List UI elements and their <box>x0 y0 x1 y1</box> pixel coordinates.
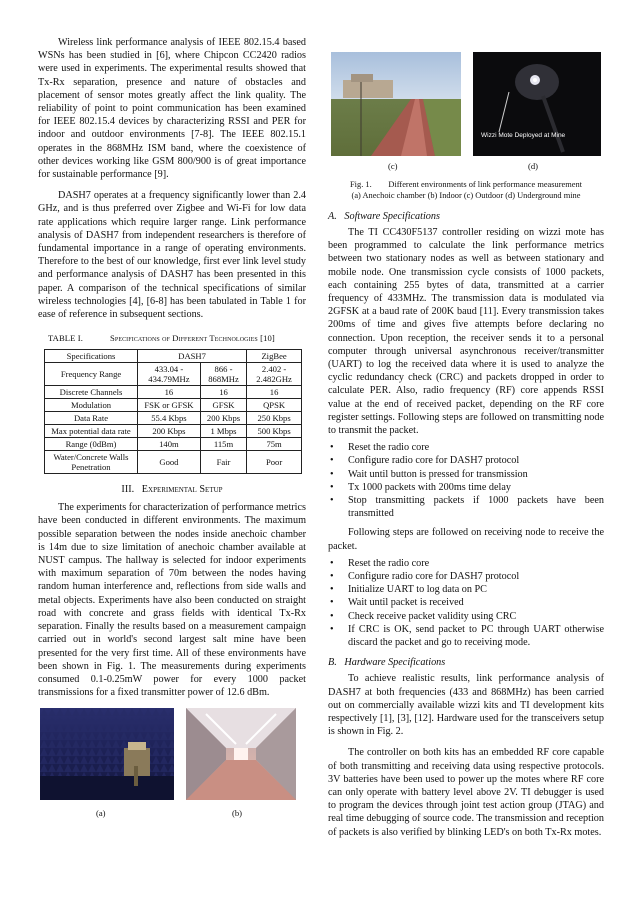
table-header-cell: DASH7 <box>138 350 247 363</box>
photo-underground-mine <box>473 52 601 156</box>
section-heading-experimental-setup: III. Experimental Setup <box>121 484 223 496</box>
list-item: • Configure radio core for DASH7 protocol <box>348 570 604 583</box>
figure-1-caption-line1: Fig. 1. Different environments of link performance measurement <box>350 180 582 189</box>
left-column <box>38 36 306 699</box>
paragraph-related-work: Wireless link performance analysis of IEEE 802.15.4 based WSNs has been studied in [6], where Chipcon CC2420 radios were used in experiments. The experimental results showed that Tx-Rx separation, presence and nature of obstacles and placement of sensor motes greatly affect the link quality. The reliability of point to point communication has been examined for IEEE 802.15.4 devices by characterizing RSSI and PER for indoor and outdoor environments [7-8]. The IEEE 802.15.1 operates in the 868MHz ISM band, where the coexistence of other devices working like GSM 800/900 is of great importance for sustainable performance [9]. <box>38 37 306 181</box>
table-row <box>45 363 302 386</box>
paragraph-controller-details: The controller on both kits has an embedded RF core capable of both transmitting and receiving data using respective protocols. 3V batteries have been used to power up the motes where RF core can only operate with battery level above 2V. TI debugger is used to program the devices through joint test action group (JTAG) and real time debugging of source code. The transmission and reception of packets is also verified by blinking LED's on both Tx-Rx motes. <box>328 747 604 838</box>
list-item: • Reset the radio core <box>348 441 604 454</box>
table-cell: 200 Kbps <box>200 412 246 425</box>
mine-illustration <box>473 52 601 156</box>
table-cell: Range (0dBm) <box>45 438 138 451</box>
figure-label-b: (b) <box>232 808 243 818</box>
table-cell: 433.04 - 434.79MHz <box>138 363 201 386</box>
hallway-illustration <box>186 708 296 800</box>
table-cell: Frequency Range <box>45 363 138 386</box>
subsection-heading-hardware: B. Hardware Specifications <box>328 657 446 669</box>
list-item: • Wait until packet is received <box>348 596 604 609</box>
figure-label-d: (d) <box>528 161 539 171</box>
table-cell: 1 Mbps <box>200 425 246 438</box>
outdoor-road-illustration <box>331 52 461 156</box>
specifications-table <box>44 349 302 474</box>
figure-1-caption <box>328 180 604 201</box>
list-item: • If CRC is OK, send packet to PC through UART otherwise discard the packet and go to receiving mode. <box>348 623 604 649</box>
table-row <box>45 438 302 451</box>
table-cell: 16 <box>200 386 246 399</box>
photo-anechoic-chamber <box>40 708 174 800</box>
table-cell: 500 Kbps <box>247 425 302 438</box>
list-item: • Check receive packet validity using CRC <box>348 610 604 623</box>
table-cell: 16 <box>138 386 201 399</box>
table-row <box>45 399 302 412</box>
table-cell: QPSK <box>247 399 302 412</box>
receive-steps-list <box>328 557 604 649</box>
table-cell: 866 - 868MHz <box>200 363 246 386</box>
right-column <box>328 178 604 839</box>
photo-indoor-hallway <box>186 708 296 800</box>
paragraph-receive-intro: Following steps are followed on receiving node to receive the packet. <box>328 527 604 552</box>
subsection-heading-software: A. Software Specifications <box>328 211 440 222</box>
anechoic-chamber-illustration <box>40 708 174 800</box>
table-row <box>45 386 302 399</box>
figure-label-a: (a) <box>96 808 106 818</box>
table-cell: GFSK <box>200 399 246 412</box>
table-cell: 250 Kbps <box>247 412 302 425</box>
list-item: • Wait until button is pressed for transmission <box>348 468 604 481</box>
list-item: • Reset the radio core <box>348 557 604 570</box>
table-cell: Good <box>138 451 201 474</box>
table-cell: 55.4 Kbps <box>138 412 201 425</box>
figure-label-c: (c) <box>388 161 398 171</box>
table-row <box>45 425 302 438</box>
paragraph-hardware-specifications: To achieve realistic results, link performance analysis of DASH7 at both frequencies (433 and 868MHz) has been carried out on commercially available wizzi kits and TI development kits respectively [1], [3], [12]. Hardware used for the transceivers setup is shown in Fig. 2. <box>328 673 604 738</box>
table-header-row <box>45 350 302 363</box>
table-header-cell: Specifications <box>45 350 138 363</box>
list-item: • Configure radio core for DASH7 protocol <box>348 454 604 467</box>
table-cell: Modulation <box>45 399 138 412</box>
table-cell: Discrete Channels <box>45 386 138 399</box>
figure-1-caption-line2: (a) Anechoic chamber (b) Indoor (c) Outdoor (d) Underground mine <box>351 190 581 200</box>
transmit-steps-list <box>328 441 604 520</box>
list-item: • Stop transmitting packets if 1000 packets have been transmitted <box>348 494 604 520</box>
table-cell: Poor <box>247 451 302 474</box>
table-header-cell: ZigBee <box>247 350 302 363</box>
list-item: • Tx 1000 packets with 200ms time delay <box>348 481 604 494</box>
list-item: • Initialize UART to log data on PC <box>348 583 604 596</box>
paragraph-dash7-intro: DASH7 operates at a frequency significantly lower than 2.4 GHz, and is thus preferred over Zigbee and Wi-Fi for low data rate applications which require larger range. Link performance analysis of DASH7 from independent researchers is therefore of fundamental importance in a range of operating environments. Therefore to the best of our knowledge, first ever link level study and performance analysis of DASH7 has been presented in this paper. A comparison of the technical specifications of similar wireless technologies [4], [6-8] has been tabulated in Table 1 for ease of reference in subsequent sections. <box>38 190 306 321</box>
mine-photo-annotation: Wizzi Mote Deployed at Mine <box>481 132 566 139</box>
photo-outdoor-road <box>331 52 461 156</box>
table-cell: Max potential data rate <box>45 425 138 438</box>
table-cell: 200 Kbps <box>138 425 201 438</box>
table-cell: 2.402 - 2.482GHz <box>247 363 302 386</box>
table-cell: Water/Concrete Walls Penetration <box>45 451 138 474</box>
table-row <box>45 412 302 425</box>
table-cell: Data Rate <box>45 412 138 425</box>
table-cell: Fair <box>200 451 246 474</box>
table-cell: 140m <box>138 438 201 451</box>
table-cell: 16 <box>247 386 302 399</box>
table-number: TABLE I. <box>48 333 83 344</box>
table-caption <box>48 333 306 343</box>
table-cell: 75m <box>247 438 302 451</box>
table-row <box>45 451 302 474</box>
paragraph-software-specifications: The TI CC430F5137 controller residing on wizzi mote has been programmed to calculate the link performance metrics between two stationary nodes as well as between stationary and mobile node. One transmission cycle consists of 1000 packets, each containing 255 bytes of data, transmitted at a carrier frequency of 433MHz. The transmission data is modulated via 2GFSK at a baud rate of 200K baud [11]. Every transmission takes 200ms of time and gives five attempts before declaring no connection. Upon reception, the receiver sends it to a personal computer through universal asynchronous receiver/transmitter (UART) to log the received data where it is used to analyze the cyclic redundancy check (CRC) and packets dropped in order to calculate PER. Also, radio frequency (RF) core appends RSSI value at the end of received packet, depending on the RF core register settings. Following steps are followed on transmitting node to transmit the packet. <box>328 227 604 437</box>
table-cell: 115m <box>200 438 246 451</box>
paragraph-experimental-setup: The experiments for characterization of performance metrics have been conducted in different environments. The maximum possible separation between the nodes inside anechoic chamber is 14m due to size limitation of anechoic chamber available at NUST campus. The hallway is selected for indoor experiments with maximum separation of 70m between the nodes having random human interference and, reflections from side walls and metal objects. Experiments have also been conducted on straight road with concrete and grass fields with identical Tx-Rx separation. Finally the results based on a measurement campaign carried out in world's second largest salt mine have been presented for the very first time. All of these environments have been shown in Fig. 1. The measurements during experiments consumed 0.1-0.25mW power for every 1000 packet transmissions for a fixed transmitter power of 12.6 dBm. <box>38 502 306 699</box>
table-title: Specifications of Different Technologies [10] <box>110 333 275 344</box>
table-cell: FSK or GFSK <box>138 399 201 412</box>
